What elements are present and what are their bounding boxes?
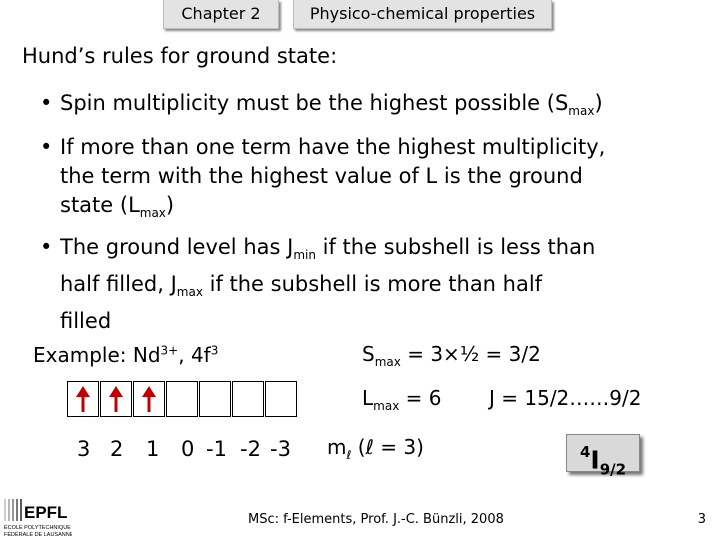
bullet-3-line-1: The ground level has $J_{min}$ if the subshell is less than <box>60 235 596 263</box>
term-symbol <box>566 434 640 479</box>
bullet-highest-l <box>40 133 606 228</box>
slide-title: Hund’s rules for ground state: <box>22 44 338 68</box>
section-label: Physico-chemical properties <box>309 4 536 23</box>
bullet-2-line-3: state $(L_{max})$ <box>60 193 175 221</box>
ml-value: 1 <box>146 437 160 461</box>
bullet-ground-level <box>40 233 596 336</box>
ml-value: 2 <box>110 437 124 461</box>
orbital-box <box>100 381 132 417</box>
ml-label: $m_\ell$ (ℓ = 3) <box>327 435 424 462</box>
spin-up-arrow-icon <box>68 382 98 416</box>
footer-text: MSc: f-Elements, Prof. J.-C. Bünzli, 2008 <box>248 512 504 527</box>
spin-up-arrow-icon <box>134 382 164 416</box>
bullet-1-text: Spin multiplicity must be the highest possible (S <box>60 91 569 115</box>
ml-value: 0 <box>181 437 195 461</box>
bullet-2-line-1: If more than one term have the highest multiplicity, <box>60 135 606 159</box>
page-number: 3 <box>697 512 706 527</box>
ml-value: -3 <box>270 437 291 461</box>
svg-text:EPFL: EPFL <box>24 503 68 522</box>
svg-text:ÉCOLE POLYTECHNIQUE: ÉCOLE POLYTECHNIQUE <box>4 525 71 531</box>
smax-equation: $S_{max}$ = 3×½ = 3/2 <box>362 342 541 369</box>
term-multiplicity: 4 <box>579 443 591 461</box>
example-line <box>33 343 218 367</box>
ml-value: 3 <box>77 437 91 461</box>
lmax-equation: $L_{max} = 6$ <box>362 386 442 413</box>
j-range: J = 15/2……9/2 <box>489 386 642 410</box>
term-j: 9/2 <box>599 460 627 479</box>
example-charge: 3+ <box>160 343 179 358</box>
example-label: Example: <box>33 343 133 367</box>
ml-value: -1 <box>206 437 227 461</box>
orbital-box <box>166 381 198 417</box>
orbital-box <box>232 381 264 417</box>
ml-value: -2 <box>240 437 261 461</box>
bullet-1-sub: max <box>568 104 595 119</box>
bullet-1-close: ) <box>594 91 603 115</box>
orbital-box <box>133 381 165 417</box>
term-letter: I <box>590 445 600 475</box>
example-config: , 4f <box>178 343 211 367</box>
bullet-3-line-2: half filled, $J_{max}$ if the subshell is more than half <box>60 272 543 300</box>
orbital-box <box>265 381 297 417</box>
example-ion: Nd <box>132 343 161 367</box>
section-tab <box>293 0 552 29</box>
spin-up-arrow-icon <box>101 382 131 416</box>
orbital-box <box>199 381 231 417</box>
bullet-dot: • <box>40 135 53 159</box>
epfl-logo-icon <box>2 495 72 539</box>
bullet-3-line-3: filled <box>60 309 112 334</box>
example-config-sup: 3 <box>210 343 219 358</box>
bullet-spin-multiplicity <box>40 89 603 126</box>
bullet-2-line-2: the term with the highest value of L is the ground <box>60 164 583 188</box>
epfl-logo <box>2 495 72 539</box>
bullet-dot: • <box>40 91 53 115</box>
svg-text:FÉDÉRALE DE LAUSANNE: FÉDÉRALE DE LAUSANNE <box>4 532 72 538</box>
chapter-tab <box>163 0 279 29</box>
orbital-box <box>67 381 99 417</box>
chapter-label: Chapter 2 <box>181 4 261 23</box>
bullet-dot: • <box>40 235 53 259</box>
